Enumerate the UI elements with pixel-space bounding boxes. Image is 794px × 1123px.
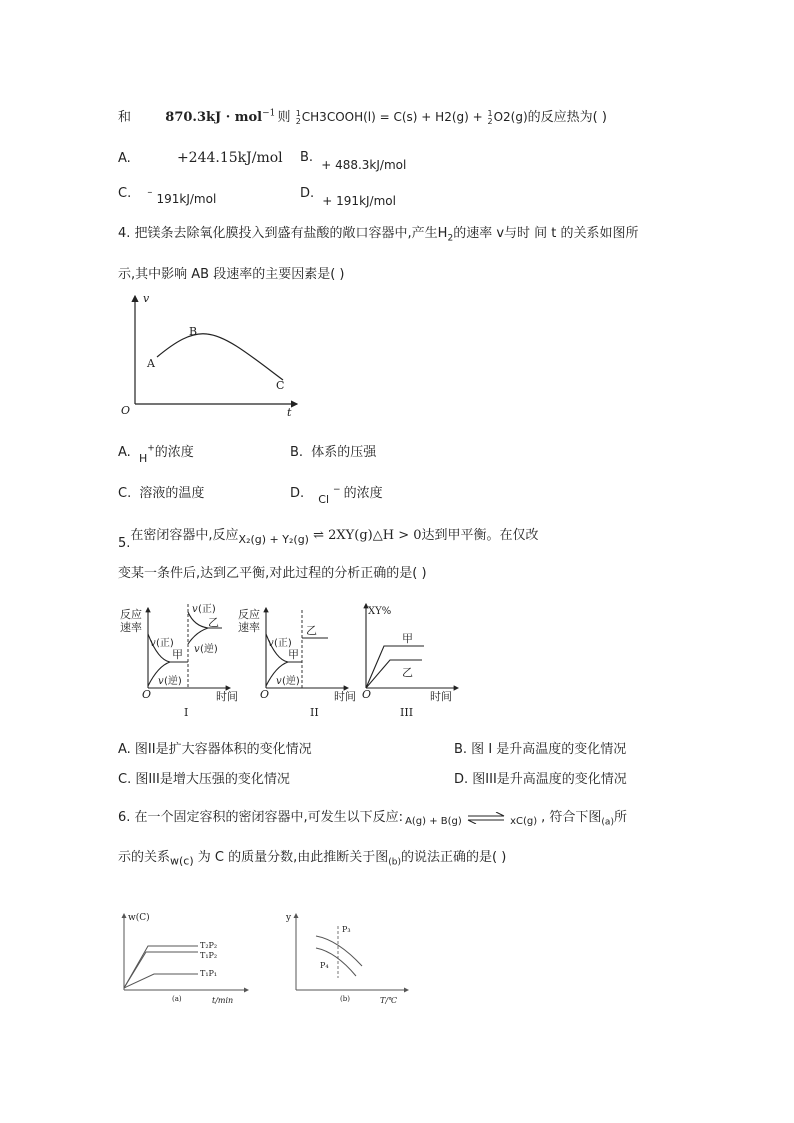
rate-label-2: 速率 bbox=[238, 621, 260, 634]
xy-percent-label: XY% bbox=[368, 606, 392, 617]
q3-eq-part1: CH3COOH(l) = C(s) + H2(g) + bbox=[301, 110, 487, 124]
curve-label-1: P₃ bbox=[342, 925, 351, 934]
q6-text-1: 6. 在一个固定容积的密闭容器中,可发生以下反应: bbox=[118, 810, 404, 825]
q6-product: xC(g) bbox=[510, 816, 538, 827]
q3-option-a bbox=[118, 150, 283, 166]
option-label: B. bbox=[300, 150, 314, 165]
q3-enthalpy-value: 870.3kJ · mol bbox=[165, 110, 263, 125]
graph-2 bbox=[238, 607, 356, 719]
q4-option-b bbox=[290, 441, 376, 460]
origin-label: O bbox=[121, 404, 131, 417]
ion-symbol: Cl bbox=[318, 493, 330, 506]
option-text: A. 图II是扩大容器体积的变化情况 bbox=[118, 742, 312, 757]
curve-label-2: P₄ bbox=[320, 961, 329, 970]
v-reverse-label: (逆) bbox=[200, 644, 218, 655]
caption: (a) bbox=[172, 995, 182, 1003]
q5-equilibrium-arrow: ⇌ bbox=[313, 528, 325, 543]
q4-stem-line-2 bbox=[118, 263, 345, 282]
q6-equilibrium-arrow bbox=[466, 812, 506, 824]
q6-text-6: 的说法正确的是( ) bbox=[401, 850, 507, 865]
v-reverse-label: (逆) bbox=[164, 676, 182, 687]
rate-curve bbox=[157, 334, 283, 380]
q3-option-d bbox=[300, 186, 396, 208]
q6-text-2: , 符合下图 bbox=[541, 810, 602, 825]
rate-label-1: 反应 bbox=[120, 608, 142, 621]
ion-charge: − bbox=[333, 484, 341, 495]
q5-number: 5. bbox=[118, 536, 131, 551]
v-symbol: v bbox=[158, 676, 164, 687]
v-forward-label: (正) bbox=[198, 604, 216, 615]
q3-frac2-den: 2 bbox=[487, 116, 493, 126]
option-label: A. bbox=[118, 445, 131, 460]
option-text: 的浓度 bbox=[154, 445, 194, 460]
x-axis-label: T/℃ bbox=[380, 996, 397, 1004]
option-text: B. 图 I 是升高温度的变化情况 bbox=[454, 742, 627, 757]
q4-text-1: 4. 把镁条去除氧化膜投入到盛有盐酸的敞口容器中,产生 bbox=[118, 226, 438, 241]
q6-graph-a bbox=[112, 908, 252, 1004]
v-symbol: v bbox=[150, 638, 156, 649]
q6-stem-line-1 bbox=[118, 806, 627, 828]
option-text: 溶液的温度 bbox=[139, 486, 205, 501]
v-symbol: v bbox=[192, 604, 198, 615]
yi-label: 乙 bbox=[208, 616, 219, 629]
q5-product: 2XY(g)△H > 0 bbox=[328, 528, 422, 543]
x-axis-label: t bbox=[287, 406, 292, 419]
v-forward-label: (正) bbox=[156, 638, 174, 649]
q6-stem-line-2 bbox=[118, 846, 506, 868]
q4-option-a bbox=[118, 441, 194, 465]
yi-label: 乙 bbox=[402, 666, 413, 679]
q6-wc: w(c) bbox=[170, 854, 194, 868]
v-forward-label: (正) bbox=[274, 638, 292, 649]
q4-option-d bbox=[290, 482, 383, 506]
ion-symbol: H bbox=[138, 452, 148, 465]
graph-1 bbox=[120, 603, 238, 719]
option-value: 191kJ/mol bbox=[156, 192, 217, 206]
x-axis-label: t/min bbox=[212, 996, 234, 1004]
q6-graph-b bbox=[282, 908, 412, 1004]
jia-label: 甲 bbox=[288, 648, 299, 661]
q5-option-d bbox=[454, 768, 627, 787]
rate-label-1: 反应 bbox=[238, 608, 260, 621]
origin-label: O bbox=[260, 688, 270, 701]
jia-label: 甲 bbox=[172, 648, 183, 661]
q4-rate-time-graph bbox=[115, 290, 305, 420]
time-label: 时间 bbox=[216, 690, 238, 703]
q3-option-c bbox=[118, 186, 217, 206]
jia-label: 甲 bbox=[402, 632, 413, 645]
panel-label-3: III bbox=[400, 706, 414, 719]
q4-h2-sub: 2 bbox=[447, 233, 454, 244]
q5-option-b bbox=[454, 738, 626, 757]
option-value: + 488.3kJ/mol bbox=[321, 158, 407, 172]
option-value: + 191kJ/mol bbox=[322, 194, 396, 208]
ion-charge: + bbox=[147, 443, 155, 454]
option-value: +244.15kJ/mol bbox=[176, 150, 283, 166]
option-text: D. 图III是升高温度的变化情况 bbox=[454, 772, 627, 787]
y-axis-label: v bbox=[143, 292, 150, 305]
option-text: C. 图III是增大压强的变化情况 bbox=[118, 772, 290, 787]
graph-3 bbox=[362, 604, 458, 719]
point-a-label: A bbox=[147, 357, 155, 370]
v-reverse-label: (逆) bbox=[282, 676, 300, 687]
v-symbol: v bbox=[268, 638, 274, 649]
option-text: 的浓度 bbox=[343, 486, 383, 501]
time-label: 时间 bbox=[334, 690, 356, 703]
curve-label-2: T₁P₂ bbox=[200, 951, 218, 960]
q3-eq-part2: O2(g) bbox=[493, 110, 528, 124]
point-b-label: B bbox=[189, 325, 198, 338]
caption: (b) bbox=[340, 995, 350, 1003]
q5-text-1: 在密闭容器中,反应 bbox=[130, 528, 239, 543]
option-label: C. bbox=[118, 186, 132, 201]
q3-ze: 则 bbox=[277, 110, 291, 125]
q4-text-2: 的速率 v与时 间 t 的关系如图所 bbox=[453, 226, 639, 241]
q3-frac2-num: 1 bbox=[487, 108, 493, 118]
q6-text-4: 示的关系 bbox=[118, 850, 171, 865]
q4-option-c bbox=[118, 482, 204, 501]
q4-text-3: 示,其中影响 AB 段速率的主要因素是( ) bbox=[118, 267, 345, 282]
q5-option-c bbox=[118, 768, 290, 787]
v-symbol: v bbox=[194, 644, 200, 655]
panel-label-1: I bbox=[184, 706, 189, 719]
q3-enthalpy-exp: −1 bbox=[262, 108, 276, 119]
rate-label-2: 速率 bbox=[120, 621, 142, 634]
option-text: 体系的压强 bbox=[311, 445, 377, 460]
y-axis-label: y bbox=[286, 913, 292, 923]
q3-frac-num: 1 bbox=[295, 108, 301, 118]
q5-stem-line-1 bbox=[118, 524, 539, 551]
option-label: D. bbox=[300, 186, 315, 201]
q5-text-2: 达到甲平衡。在仅改 bbox=[421, 528, 539, 543]
q3-tail: 的反应热为( ) bbox=[527, 110, 607, 125]
q3-frac-den: 2 bbox=[295, 116, 301, 126]
q6-text-5: 为 C 的质量分数,由此推断关于图 bbox=[193, 850, 389, 865]
q3-he: 和 bbox=[118, 110, 132, 125]
origin-label: O bbox=[142, 688, 152, 701]
panel-label-2: II bbox=[310, 706, 319, 719]
option-sign: – bbox=[147, 187, 153, 198]
q5-graphs bbox=[112, 598, 472, 723]
q3-equation-line bbox=[118, 106, 607, 126]
q6-reactants: A(g) + B(g) bbox=[405, 816, 462, 827]
option-label: B. bbox=[290, 445, 304, 460]
option-label: C. bbox=[118, 486, 132, 501]
curve-label-1: T₂P₂ bbox=[200, 941, 218, 950]
q3-option-b bbox=[300, 150, 407, 172]
option-label: D. bbox=[290, 486, 305, 501]
yi-label: 乙 bbox=[306, 624, 317, 637]
time-label: 时间 bbox=[430, 690, 452, 703]
q4-h2: H bbox=[437, 226, 448, 241]
q5-stem-line-2 bbox=[118, 562, 427, 581]
option-label: A. bbox=[118, 151, 131, 166]
q5-option-a bbox=[118, 738, 312, 757]
y-axis-label: w(C) bbox=[128, 913, 150, 923]
q6-text-3: 所 bbox=[613, 810, 627, 825]
q5-reactants: X₂(g) + Y₂(g) bbox=[238, 533, 309, 546]
curve-label-3: T₁P₁ bbox=[200, 969, 218, 978]
q6-sub-b: (b) bbox=[388, 857, 402, 868]
origin-label: O bbox=[362, 688, 372, 701]
q5-text-3: 变某一条件后,达到乙平衡,对此过程的分析正确的是( ) bbox=[118, 566, 427, 581]
q4-stem-line-1 bbox=[118, 222, 639, 244]
point-c-label: C bbox=[276, 379, 285, 392]
v-symbol: v bbox=[276, 676, 282, 687]
q6-sub-a: (a) bbox=[601, 817, 614, 828]
